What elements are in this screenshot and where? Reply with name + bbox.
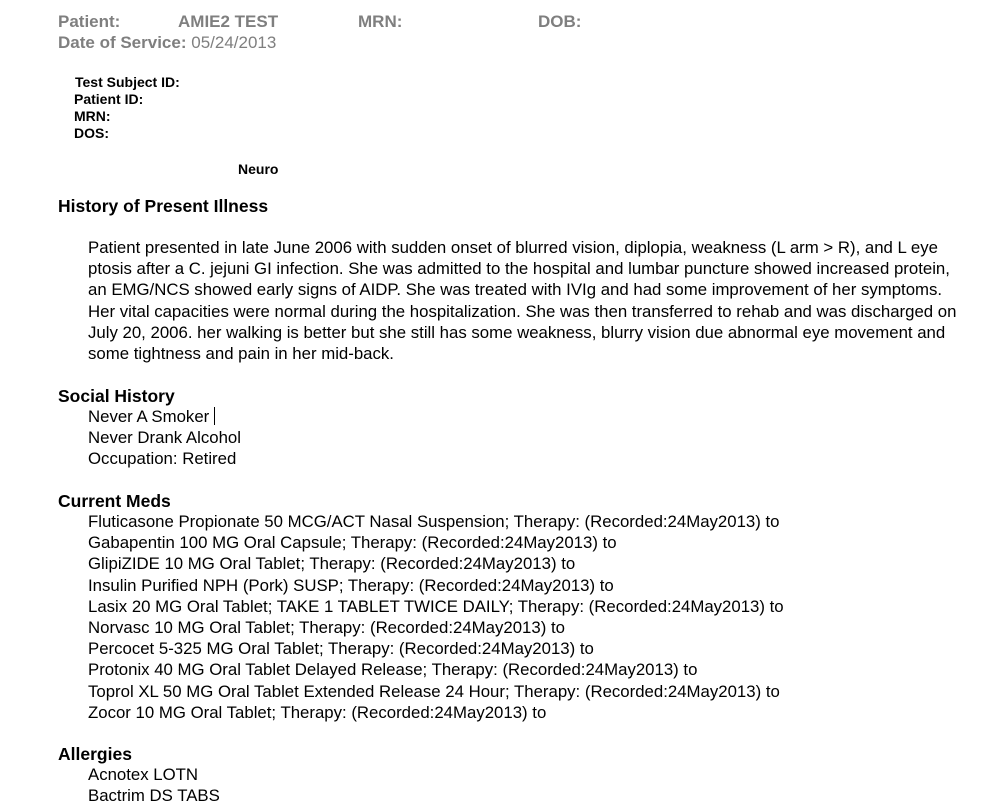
social-history-list (88, 406, 241, 470)
department-label: Neuro (238, 161, 279, 177)
list-item: Fluticasone Propionate 50 MCG/ACT Nasal Suspension; Therapy: (Recorded:24May2013) to (88, 512, 780, 531)
list-item: Gabapentin 100 MG Oral Capsule; Therapy: (Recorded:24May2013) to (88, 533, 617, 553)
patient-name: AMIE2 TEST (178, 12, 279, 31)
list-item: Lasix 20 MG Oral Tablet; TAKE 1 TABLET TWICE DAILY; Therapy: (Recorded:24May2013) to (88, 596, 784, 616)
list-item: Toprol XL 50 MG Oral Tablet Extended Release 24 Hour; Therapy: (Recorded:24May2013) to (88, 681, 780, 701)
list-item: Occupation: Retired (88, 449, 237, 469)
list-item: Never Drank Alcohol (88, 428, 241, 448)
patient-label: Patient: (58, 12, 121, 31)
patient-id-label: Patient ID: (74, 91, 144, 107)
date-of-service (58, 33, 276, 53)
list-item: Protonix 40 MG Oral Tablet Delayed Release; Therapy: (Recorded:24May2013) to (88, 660, 698, 680)
current-meds-title: Current Meds (58, 491, 171, 511)
list-item: Percocet 5-325 MG Oral Tablet; Therapy: (Recorded:24May2013) to (88, 639, 594, 659)
current-meds-list (88, 511, 784, 723)
list-item: Insulin Purified NPH (Pork) SUSP; Therapy: (Recorded:24May2013) to (88, 575, 614, 595)
id-block (74, 74, 180, 142)
mrn-label: MRN: (358, 12, 403, 31)
dos-id-label: DOS: (74, 125, 109, 141)
test-subject-id-label: Test Subject ID: (75, 74, 180, 90)
list-item: Norvasc 10 MG Oral Tablet; Therapy: (Recorded:24May2013) to (88, 618, 565, 638)
dos-value: 05/24/2013 (191, 33, 277, 52)
list-item: Never A Smoker (88, 406, 241, 427)
list-item: Bactrim DS TABS (88, 786, 220, 806)
patient-header (58, 12, 958, 32)
list-item: GlipiZIDE 10 MG Oral Tablet; Therapy: (Recorded:24May2013) to (88, 554, 576, 574)
allergies-list (88, 764, 220, 806)
list-item: Acnotex LOTN (88, 765, 199, 784)
hpi-title: History of Present Illness (58, 196, 269, 216)
allergies-title: Allergies (58, 744, 132, 764)
list-item: Zocor 10 MG Oral Tablet; Therapy: (Recorded:24May2013) to (88, 702, 547, 722)
mrn-id-label: MRN: (74, 108, 111, 124)
hpi-text: Patient presented in late June 2006 with sudden onset of blurred vision, diplopia, weakness (L arm > R), and L eye ptosis after a C. jejuni GI infection. She was admitted to the hospital and lumbar puncture showed increased protein, an EMG/NCS showed early signs of AIDP. She was treated with IVIg and had some improvement of her symptoms. Her vital capacities were normal during the hospitalization. She was then transferred to rehab and was discharged on July 20, 2006. her walking is better but she still has some weakness, blurry vision due abnormal eye movement and some tightness and pain in her mid-back. (88, 238, 957, 364)
dob-label: DOB: (538, 12, 582, 31)
social-history-title: Social History (58, 386, 175, 406)
text-cursor (214, 407, 215, 425)
dos-label: Date of Service: (58, 33, 187, 52)
